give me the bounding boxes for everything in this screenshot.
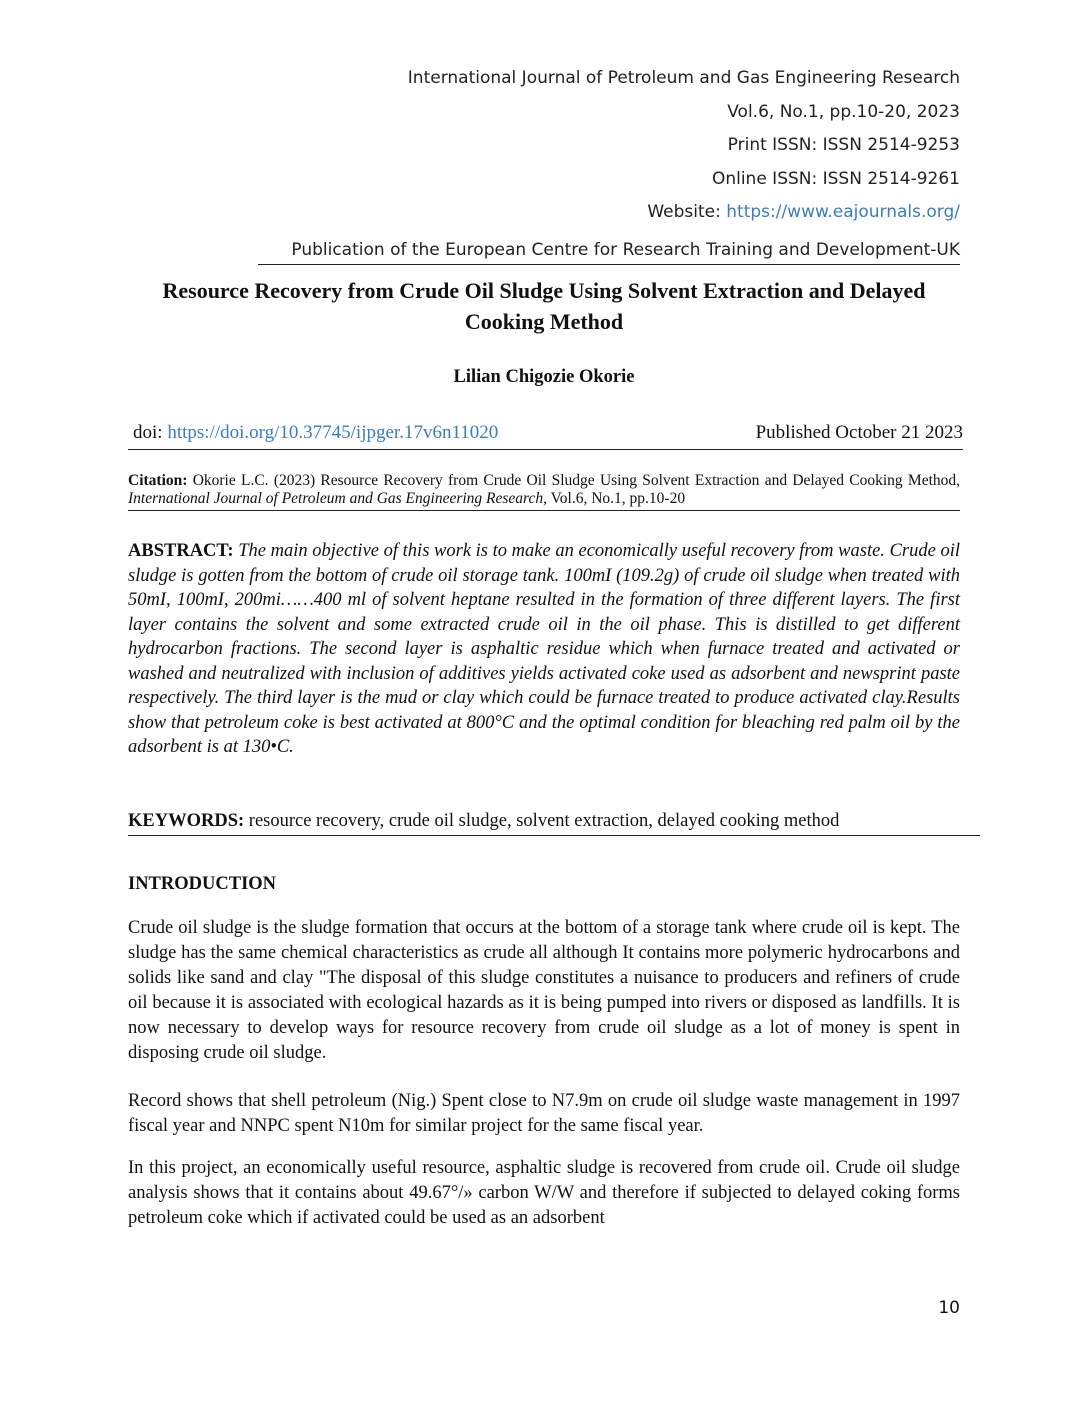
keywords [128, 808, 980, 836]
intro-paragraph: Crude oil sludge is the sludge formation that occurs at the bottom of a storage tank where crude oil is kept. The sludge has the same chemical characteristics as crude all although It contains more polymeric hydrocarbons and solids like sand and clay "The disposal of this sludge constitutes a nuisance to producers and refiners of crude oil because it is associated with ecological hazards as it is being pumped into rivers or disposed as landfills. It is now necessary to develop ways for resource recovery from crude oil sludge as a lot of money is spent in disposing crude oil sludge. [128, 918, 960, 1063]
citation-label: Citation: [128, 472, 188, 489]
publisher-line: Publication of the European Centre for Research Training and Development-UK [258, 237, 960, 265]
journal-name: International Journal of Petroleum and Gas Engineering Research [407, 68, 960, 88]
doi-label: doi: [133, 422, 168, 443]
citation-journal: International Journal of Petroleum and Gas Engineering Research [128, 490, 544, 507]
website-link[interactable]: https://www.eajournals.org/ [726, 202, 960, 222]
online-issn: Online ISSN: ISSN 2514-9261 [711, 168, 960, 189]
abstract [128, 539, 960, 760]
keywords-text: resource recovery, crude oil sludge, solvent extraction, delayed cooking method [244, 811, 840, 831]
journal-header [260, 62, 960, 230]
doi-row [128, 420, 963, 450]
intro-paragraph: In this project, an economically useful resource, asphaltic sludge is recovered from crude oil. Crude oil sludge analysis shows that it contains about 49.67°/» carbon W/W and therefore if subjected to delayed coking forms petroleum coke which if activated could be used as an adsorbent [128, 1158, 960, 1228]
print-issn: Print ISSN: ISSN 2514-9253 [727, 135, 960, 155]
website-label: Website: [647, 202, 727, 222]
citation-volume: , Vol.6, No.1, pp.10-20 [543, 490, 686, 507]
abstract-label: ABSTRACT: [128, 541, 234, 561]
abstract-text: The main objective of this work is to make an economically useful recovery from waste. Crude oil sludge is gotten from the bottom of crude oil storage tank. 100mI (109.2g) of crude oil sludge when treated with 50mI, 100mI, 200mi……400 ml of solvent heptane resulted in the formation of three different layers. The first layer contains the solvent and some extracted crude oil in the oil phase. This is distilled to get different hydrocarbon fractions. The second layer is asphaltic residue which when furnace treated and activated or washed and neutralized with inclusion of additives yields activated coke used as adsorbent and newsprint paste respectively. The third layer is the mud or clay which could be furnace treated to produce activated clay.Results show that petroleum coke is best activated at 800°C and the optimal condition for bleaching red palm oil by the adsorbent is at 130•C. [128, 541, 960, 757]
page-number: 10 [938, 1298, 960, 1318]
published-date: Published October 21 2023 [755, 422, 963, 443]
article-title: Resource Recovery from Crude Oil Sludge Using Solvent Extraction and Delayed Cooking Method [162, 278, 926, 334]
doi-line [133, 420, 498, 446]
volume-info: Vol.6, No.1, pp.10-20, 2023 [727, 101, 960, 122]
doi-link[interactable]: https://doi.org/10.37745/ijpger.17v6n11020 [167, 422, 499, 443]
section-heading-introduction: INTRODUCTION [128, 874, 277, 894]
intro-paragraph: Record shows that shell petroleum (Nig.) Spent close to N7.9m on crude oil sludge waste management in 1997 fiscal year and NNPC spent N10m for similar project for the same fiscal year. [128, 1091, 960, 1136]
article-author: Lilian Chigozie Okorie [453, 367, 635, 387]
citation-text: Okorie L.C. (2023) Resource Recovery from Crude Oil Sludge Using Solvent Extraction and Delayed Cooking Method, [187, 472, 960, 489]
website-line [260, 196, 960, 230]
keywords-label: KEYWORDS: [128, 811, 245, 831]
citation [128, 472, 960, 511]
